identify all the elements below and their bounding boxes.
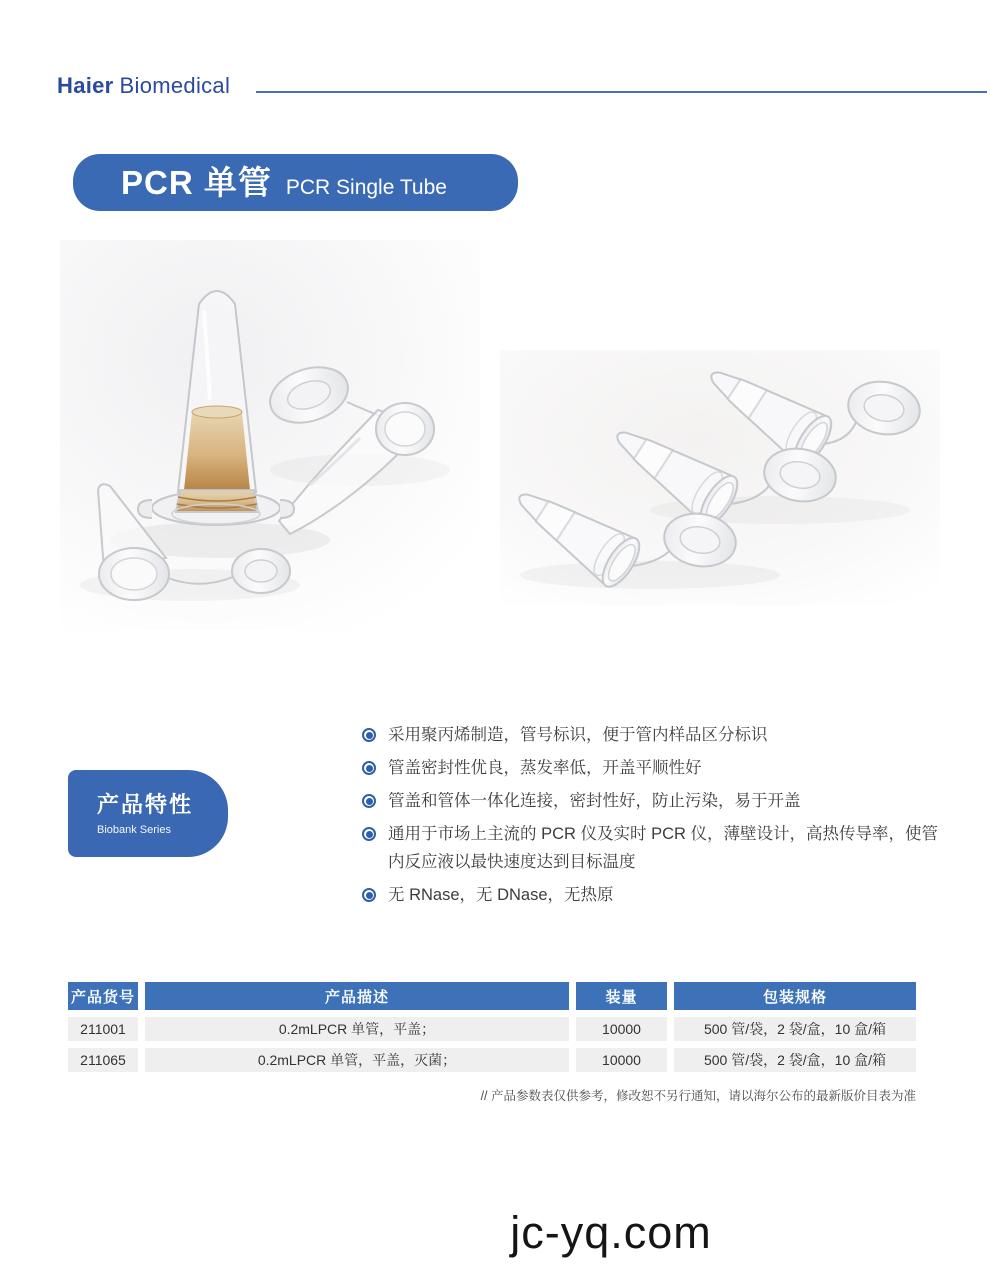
feature-item — [362, 820, 942, 876]
feature-item — [362, 754, 942, 782]
feature-text: 管盖和管体一体化连接，密封性好，防止污染，易于开盖 — [388, 792, 801, 810]
header-quantity: 装量 — [576, 982, 667, 1010]
features-box-title: 产品特性 — [97, 792, 194, 817]
product-photo-left — [60, 240, 480, 635]
header-packaging: 包装规格 — [674, 982, 916, 1010]
cell-packaging-row1: 500 管/袋，2 袋/盒，10 盒/箱 — [674, 1048, 916, 1072]
page-title — [73, 154, 518, 211]
header-description: 产品描述 — [145, 982, 569, 1010]
cell-quantity-row0: 10000 — [576, 1017, 667, 1041]
feature-item — [362, 721, 942, 749]
brand-logo — [57, 73, 230, 99]
circled-dot-icon — [362, 827, 376, 841]
cell-packaging-row0: 500 管/袋，2 袋/盒，10 盒/箱 — [674, 1017, 916, 1041]
cell-code-row0: 211001 — [68, 1017, 138, 1041]
circled-dot-icon — [362, 761, 376, 775]
brand-name-regular: Biomedical — [119, 73, 231, 98]
features-box — [68, 770, 228, 857]
page-title-en: PCR Single Tube — [285, 176, 447, 199]
circled-dot-icon — [362, 794, 376, 808]
cell-quantity-row1: 10000 — [576, 1048, 667, 1072]
feature-item — [362, 881, 942, 909]
brand-name-bold: Haier — [57, 73, 114, 98]
feature-text: 无 RNase，无 DNase，无热原 — [388, 886, 614, 904]
pcr-tubes-illustration-right — [500, 350, 940, 605]
feature-item — [362, 787, 942, 815]
feature-text: 管盖密封性优良，蒸发率低，开盖平顺性好 — [388, 759, 702, 777]
cell-description-row1: 0.2mLPCR 单管，平盖，灭菌； — [145, 1048, 569, 1072]
product-photo-right — [500, 350, 940, 610]
cell-code-row1: 211065 — [68, 1048, 138, 1072]
header-product-code: 产品货号 — [68, 982, 138, 1010]
feature-text: 采用聚丙烯制造，管号标识，便于管内样品区分标识 — [388, 726, 768, 744]
cell-description-row0: 0.2mLPCR 单管，平盖； — [145, 1017, 569, 1041]
circled-dot-icon — [362, 728, 376, 742]
product-spec-table — [68, 982, 916, 1072]
watermark-text: jc-yq.com — [510, 1207, 712, 1258]
page-title-zh: PCR 单管 — [121, 164, 272, 201]
feature-text: 通用于市场上主流的 PCR 仪及实时 PCR 仪，薄壁设计，高热传导率，使管内反应液以最快速度达到目标温度 — [388, 825, 939, 871]
feature-list — [362, 721, 942, 914]
features-box-subtitle: Biobank Series — [97, 824, 171, 836]
circled-dot-icon — [362, 888, 376, 902]
table-disclaimer: // 产品参数表仅供参考，修改恕不另行通知，请以海尔公布的最新版价目表为准 — [480, 1089, 916, 1103]
header-divider — [256, 91, 987, 93]
pcr-tubes-illustration-left — [60, 240, 480, 630]
